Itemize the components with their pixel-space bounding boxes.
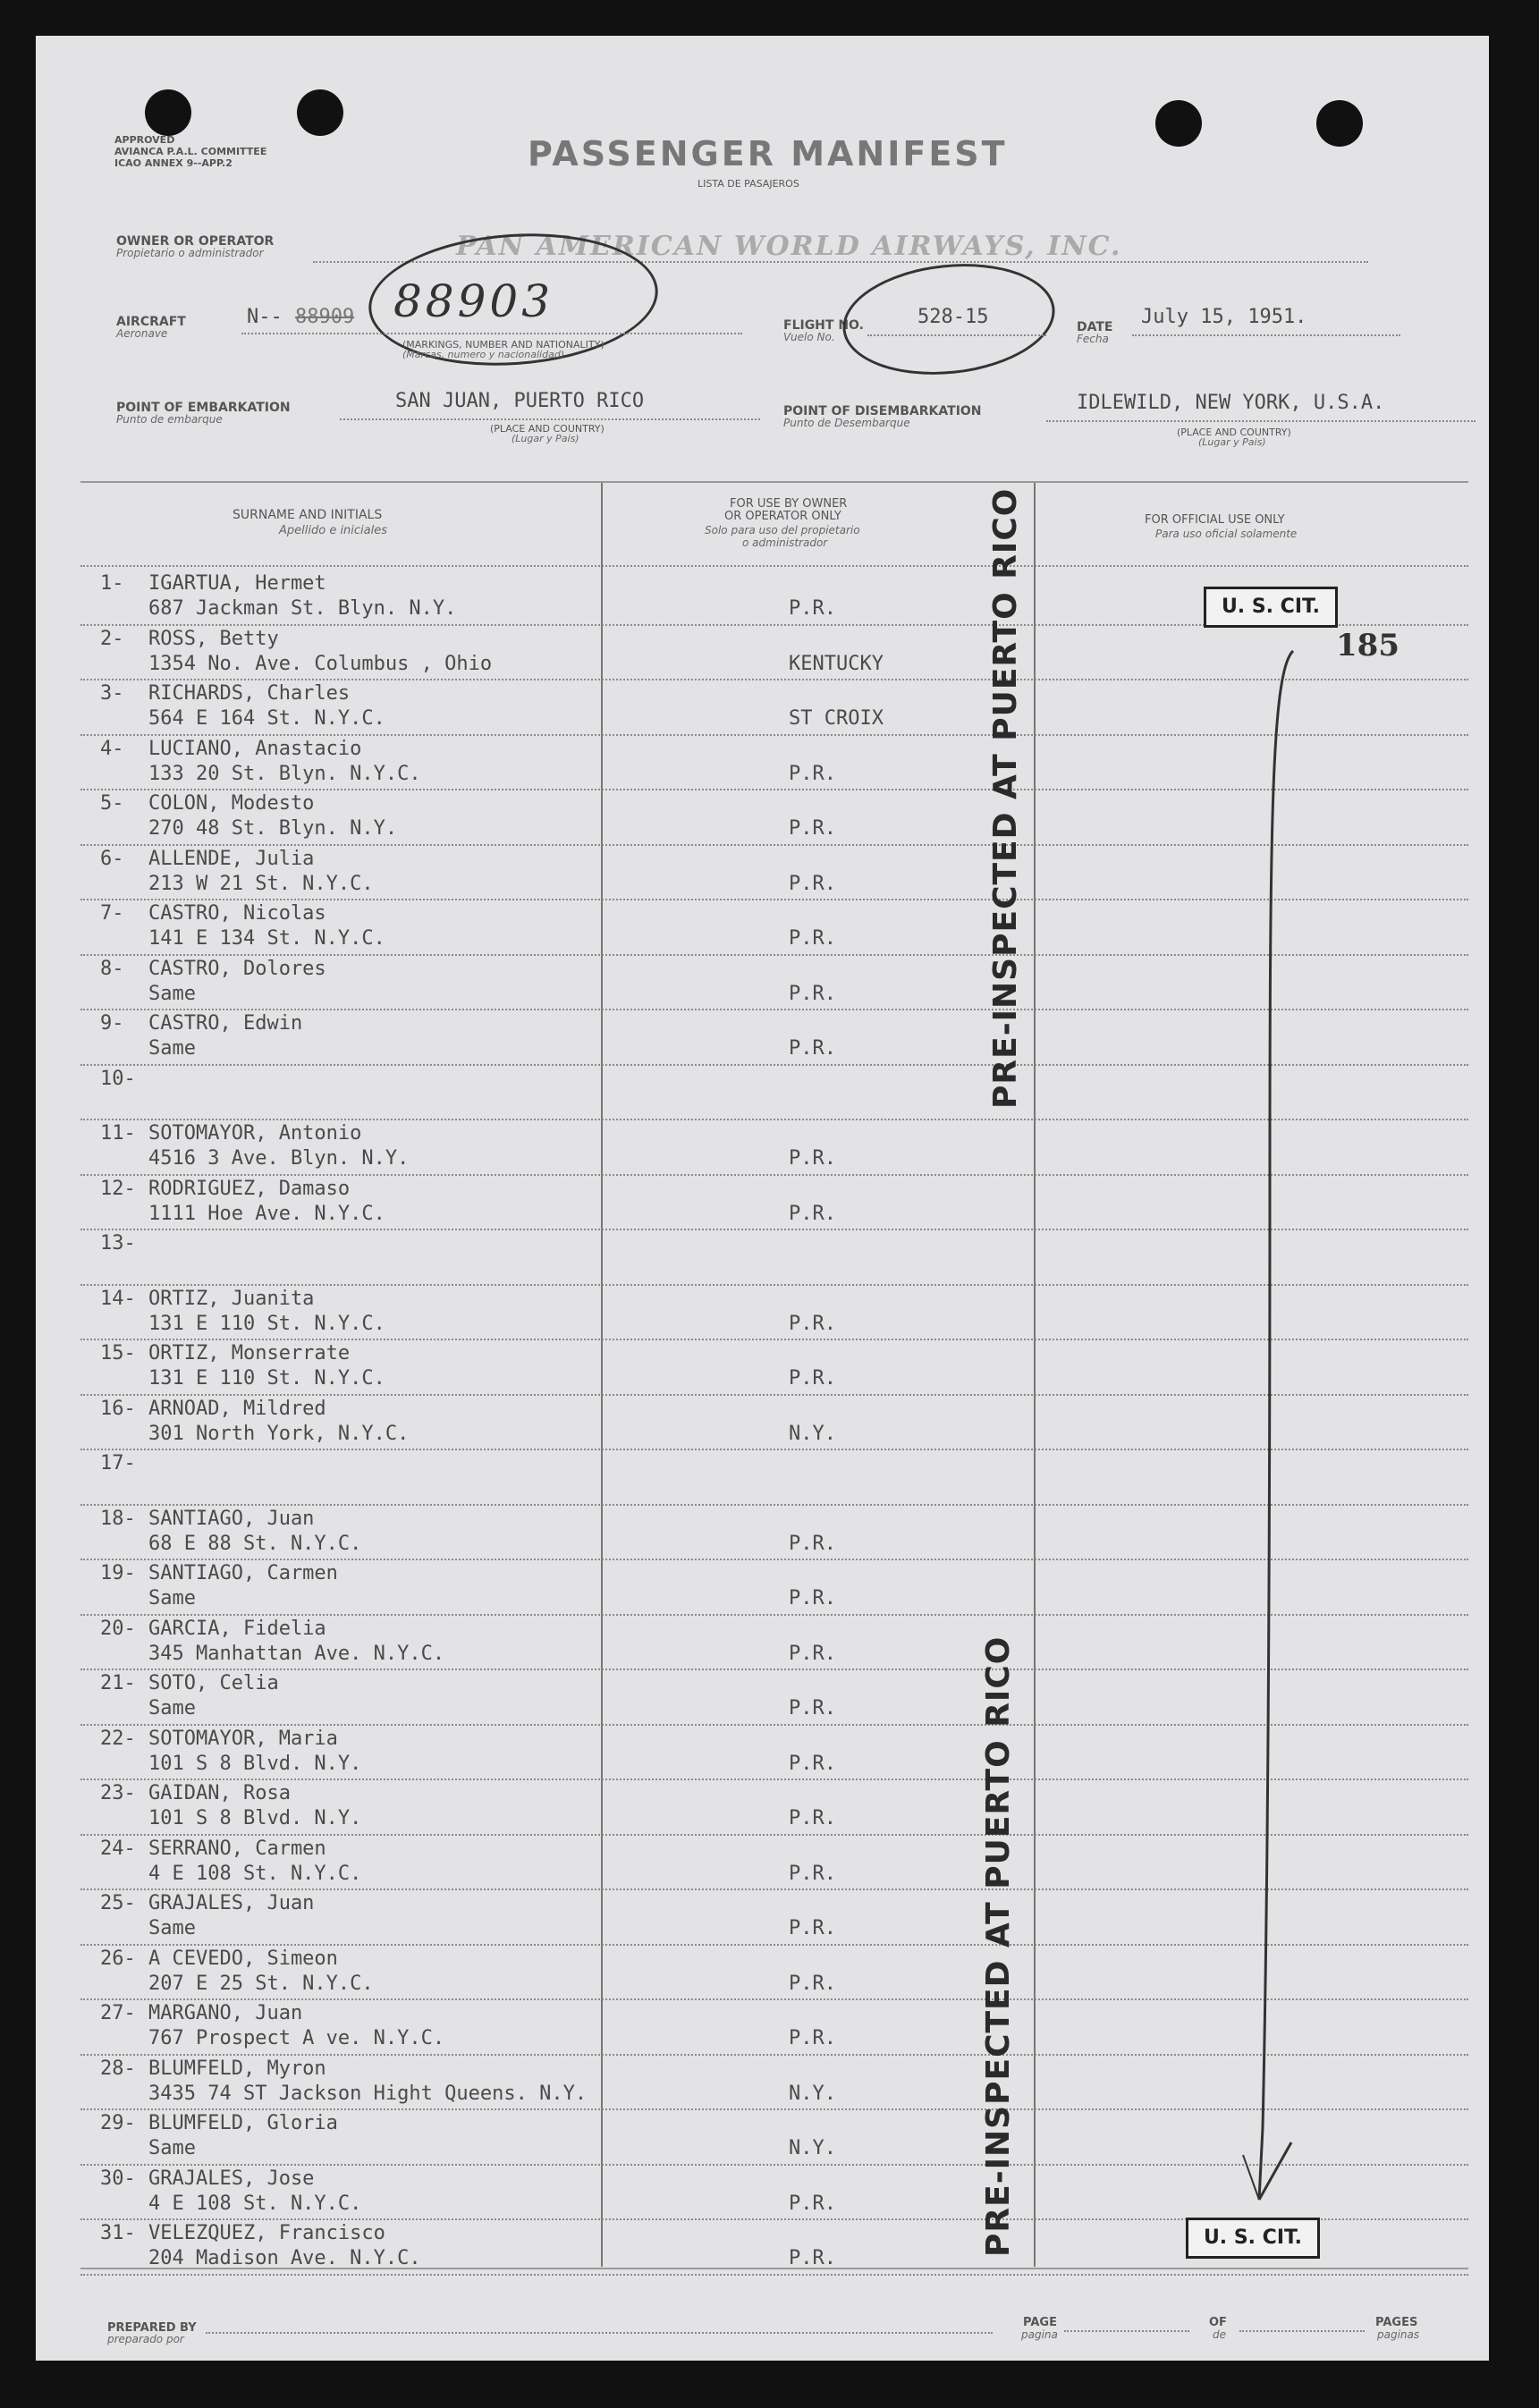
passenger-name: LUCIANO, Anastacio [148, 737, 362, 760]
aircraft-label-es: Aeronave [116, 327, 168, 340]
passenger-origin: N.Y. [789, 1422, 836, 1445]
approved-block [114, 134, 266, 169]
embark-value: SAN JUAN, PUERTO RICO [395, 390, 645, 412]
passenger-origin: P.R. [789, 1587, 836, 1610]
of-line [1239, 2330, 1365, 2332]
passenger-origin: N.Y. [789, 2137, 836, 2159]
page-label-es: pagina [1021, 2328, 1058, 2341]
aircraft-typed: 88909 [295, 306, 355, 328]
aircraft-sub: (MARKINGS, NUMBER AND NATIONALITY) [402, 339, 605, 351]
passenger-name: GARCIA, Fidelia [148, 1617, 326, 1640]
passenger-address: 564 E 164 St. N.Y.C. [148, 707, 385, 730]
passenger-origin: P.R. [789, 1752, 836, 1775]
passenger-name: RICHARDS, Charles [148, 682, 351, 705]
passenger-address: 4 E 108 St. N.Y.C. [148, 1862, 362, 1885]
disembark-label: POINT OF DISEMBARKATION [783, 404, 982, 418]
passenger-number: 26- [100, 1947, 136, 1970]
passenger-number: 20- [100, 1617, 136, 1640]
passenger-address: 204 Madison Ave. N.Y.C. [148, 2247, 421, 2269]
passenger-name: VELEZQUEZ, Francisco [148, 2222, 385, 2244]
punch-hole [1316, 100, 1363, 147]
passenger-origin: P.R. [789, 1642, 836, 1665]
aircraft-prefix: N-- [247, 306, 283, 328]
passenger-name: BLUMFELD, Gloria [148, 2112, 338, 2134]
us-cit-stamp: U. S. CIT. [1204, 587, 1338, 628]
passenger-number: 17- [100, 1452, 136, 1474]
passenger-address: 101 S 8 Blvd. N.Y. [148, 1752, 362, 1775]
passenger-number: 28- [100, 2057, 136, 2080]
embark-sub-es: (Lugar y Pais) [512, 433, 579, 444]
passenger-name: ORTIZ, Juanita [148, 1287, 315, 1310]
aircraft-underline [241, 333, 742, 334]
page-title-es: LISTA DE PASAJEROS [698, 178, 799, 190]
col-header-official: FOR OFFICIAL USE ONLY [1145, 513, 1285, 527]
approved-line: AVIANCA P.A.L. COMMITTEE [114, 146, 267, 157]
passenger-number: 2- [100, 627, 124, 650]
passenger-name: CASTRO, Nicolas [148, 902, 326, 925]
flight-oval [837, 254, 1060, 384]
disembark-value: IDLEWILD, NEW YORK, U.S.A. [1077, 392, 1385, 414]
ditto-line [1216, 644, 1323, 2253]
flight-value: 528-15 [917, 306, 989, 328]
of-label: OF [1209, 2316, 1227, 2329]
date-label-es: Fecha [1077, 333, 1109, 345]
passenger-address: 68 E 88 St. N.Y.C. [148, 1532, 362, 1555]
disembark-label-es: Punto de Desembarque [783, 417, 910, 429]
passenger-name: A CEVEDO, Simeon [148, 1947, 338, 1970]
pages-label: PAGES [1375, 2316, 1418, 2329]
passenger-name: GAIDAN, Rosa [148, 1782, 291, 1804]
date-value: July 15, 1951. [1141, 306, 1307, 328]
passenger-name: COLON, Modesto [148, 792, 315, 815]
passenger-number: 22- [100, 1727, 136, 1750]
passenger-address: 131 E 110 St. N.Y.C. [148, 1312, 385, 1335]
disembark-sub: (PLACE AND COUNTRY) [1177, 427, 1291, 438]
owner-label: OWNER OR OPERATOR [116, 234, 275, 249]
col-header-official-es: Para uso oficial solamente [1155, 528, 1298, 540]
passenger-number: 3- [100, 682, 124, 705]
col-header-owner-es2: o administrador [742, 537, 828, 549]
passenger-origin: P.R. [789, 1917, 836, 1939]
passenger-address: 345 Manhattan Ave. N.Y.C. [148, 1642, 445, 1665]
passenger-number: 27- [100, 2002, 136, 2024]
table-header-rule [80, 565, 1468, 567]
passenger-number: 21- [100, 1672, 136, 1694]
passenger-address: 1354 No. Ave. Columbus , Ohio [148, 652, 493, 675]
punch-hole [297, 89, 343, 136]
aircraft-handwritten: 88903 [393, 275, 554, 327]
date-underline [1132, 334, 1400, 336]
passenger-number: 11- [100, 1122, 136, 1145]
us-cit-stamp: U. S. CIT. [1186, 2218, 1320, 2259]
passenger-number: 31- [100, 2222, 136, 2244]
passenger-number: 4- [100, 737, 124, 760]
passenger-origin: P.R. [789, 817, 836, 840]
passenger-origin: P.R. [789, 1202, 836, 1225]
passenger-origin: ST CROIX [789, 707, 884, 730]
flight-label-es: Vuelo No. [783, 331, 835, 343]
passenger-name: SOTOMAYOR, Maria [148, 1727, 338, 1750]
passenger-number: 6- [100, 847, 124, 870]
disembark-underline [1046, 420, 1476, 422]
passenger-address: 270 48 St. Blyn. N.Y. [148, 817, 398, 840]
passenger-origin: P.R. [789, 927, 836, 950]
date-label: DATE [1077, 320, 1113, 334]
col-header-owner-1: FOR USE BY OWNER [730, 497, 848, 511]
passenger-name: GRAJALES, Jose [148, 2167, 315, 2190]
passenger-address: 687 Jackman St. Blyn. N.Y. [148, 597, 457, 620]
preinspected-stamp: PRE-INSPECTED AT PUERTO RICO [980, 1635, 1017, 2257]
passenger-number: 14- [100, 1287, 136, 1310]
passenger-number: 10- [100, 1067, 136, 1090]
flight-label: FLIGHT NO. [783, 318, 864, 333]
passenger-name: SANTIAGO, Juan [148, 1507, 315, 1530]
aircraft-sub-es: (Marcas, numero y nacionalidad) [402, 349, 565, 360]
approved-line: ICAO ANNEX 9--APP.2 [114, 157, 233, 169]
passenger-name: ROSS, Betty [148, 627, 279, 650]
embark-sub: (PLACE AND COUNTRY) [490, 423, 605, 435]
passenger-number: 9- [100, 1012, 124, 1035]
passenger-origin: P.R. [789, 1807, 836, 1829]
passenger-number: 12- [100, 1177, 136, 1200]
table-top-rule [80, 481, 1468, 483]
disembark-sub-es: (Lugar y Pais) [1198, 436, 1266, 448]
approved-line: APPROVED [114, 134, 175, 146]
passenger-name: GRAJALES, Juan [148, 1892, 315, 1914]
passenger-number: 25- [100, 1892, 136, 1914]
passenger-name: RODRIGUEZ, Damaso [148, 1177, 351, 1200]
passenger-origin: P.R. [789, 1367, 836, 1390]
passenger-address: 207 E 25 St. N.Y.C. [148, 1972, 374, 1995]
of-label-es: de [1213, 2328, 1226, 2341]
passenger-origin: P.R. [789, 2192, 836, 2215]
passenger-origin: P.R. [789, 1862, 836, 1885]
passenger-address: 213 W 21 St. N.Y.C. [148, 872, 374, 895]
aircraft-label: AIRCRAFT [116, 315, 186, 329]
passenger-name: BLUMFELD, Myron [148, 2057, 326, 2080]
passenger-name: SOTO, Celia [148, 1672, 279, 1694]
embark-label-es: Punto de embarque [116, 413, 223, 426]
passenger-address: 4 E 108 St. N.Y.C. [148, 2192, 362, 2215]
passenger-name: ALLENDE, Julia [148, 847, 315, 870]
passenger-name: ARNOAD, Mildred [148, 1397, 326, 1420]
passenger-address: Same [148, 1697, 196, 1719]
embark-label: POINT OF EMBARKATION [116, 401, 291, 415]
punch-hole [1155, 100, 1202, 147]
passenger-number: 30- [100, 2167, 136, 2190]
passenger-origin: P.R. [789, 1532, 836, 1555]
passenger-number: 15- [100, 1342, 136, 1365]
passenger-name: CASTRO, Edwin [148, 1012, 303, 1035]
passenger-number: 24- [100, 1837, 136, 1860]
passenger-origin: P.R. [789, 1312, 836, 1335]
prepared-by-line [206, 2332, 993, 2334]
passenger-origin: P.R. [789, 597, 836, 620]
passenger-number: 8- [100, 957, 124, 980]
passenger-name: IGARTUA, Hermet [148, 572, 326, 595]
passenger-number: 7- [100, 902, 124, 925]
embark-underline [340, 418, 760, 420]
passenger-address: Same [148, 1917, 196, 1939]
owner-label-es: Propietario o administrador [116, 247, 264, 259]
passenger-origin: N.Y. [789, 2082, 836, 2105]
col-header-surname-es: Apellido e iniciales [279, 524, 388, 537]
passenger-name: SOTOMAYOR, Antonio [148, 1122, 362, 1145]
pages-label-es: paginas [1377, 2328, 1420, 2341]
passenger-address: 767 Prospect A ve. N.Y.C. [148, 2027, 445, 2049]
passenger-address: Same [148, 1037, 196, 1060]
passenger-address: Same [148, 1587, 196, 1610]
row-rule [80, 2274, 1468, 2276]
passenger-number: 19- [100, 1562, 136, 1584]
passenger-name: SERRANO, Carmen [148, 1837, 326, 1860]
passenger-origin: P.R. [789, 2027, 836, 2049]
passenger-origin: P.R. [789, 762, 836, 785]
passenger-address: 1111 Hoe Ave. N.Y.C. [148, 1202, 385, 1225]
passenger-origin: P.R. [789, 1147, 836, 1170]
page-label: PAGE [1023, 2316, 1057, 2329]
passenger-number: 29- [100, 2112, 136, 2134]
passenger-origin: P.R. [789, 872, 836, 895]
owner-value: PAN AMERICAN WORLD AIRWAYS, INC. [456, 231, 1122, 262]
passenger-address: 4516 3 Ave. Blyn. N.Y. [148, 1147, 410, 1170]
passenger-address: 101 S 8 Blvd. N.Y. [148, 1807, 362, 1829]
passenger-address: 3435 74 ST Jackson Hight Queens. N.Y. [148, 2082, 588, 2105]
passenger-number: 1- [100, 572, 124, 595]
passenger-name: CASTRO, Dolores [148, 957, 326, 980]
passenger-address: 301 North York, N.Y.C. [148, 1422, 410, 1445]
passenger-number: 5- [100, 792, 124, 815]
passenger-origin: P.R. [789, 982, 836, 1005]
passenger-number: 18- [100, 1507, 136, 1530]
passenger-address: Same [148, 2137, 196, 2159]
passenger-origin: P.R. [789, 2247, 836, 2269]
passenger-number: 23- [100, 1782, 136, 1804]
punch-hole [145, 89, 191, 136]
manifest-sheet [36, 36, 1489, 2361]
passenger-address: 131 E 110 St. N.Y.C. [148, 1367, 385, 1390]
passenger-origin: P.R. [789, 1972, 836, 1995]
passenger-name: MARGANO, Juan [148, 2002, 303, 2024]
page-title: PASSENGER MANIFEST [528, 134, 1008, 173]
page-line [1064, 2330, 1189, 2332]
passenger-origin: P.R. [789, 1697, 836, 1719]
passenger-number: 13- [100, 1232, 136, 1255]
passenger-address: Same [148, 982, 196, 1005]
passenger-origin: P.R. [789, 1037, 836, 1060]
passenger-origin: KENTUCKY [789, 652, 884, 675]
stamp-count: 185 [1336, 628, 1399, 663]
passenger-number: 16- [100, 1397, 136, 1420]
col-header-owner-es1: Solo para uso del propietario [705, 524, 860, 537]
prepared-by-label: PREPARED BY [107, 2321, 197, 2335]
col-header-owner-2: OR OPERATOR ONLY [724, 510, 841, 523]
prepared-by-label-es: preparado por [107, 2333, 184, 2345]
passenger-name: SANTIAGO, Carmen [148, 1562, 338, 1584]
passenger-name: ORTIZ, Monserrate [148, 1342, 351, 1365]
preinspected-stamp: PRE-INSPECTED AT PUERTO RICO [987, 487, 1024, 1109]
passenger-address: 133 20 St. Blyn. N.Y.C. [148, 762, 421, 785]
col-header-surname: SURNAME AND INITIALS [233, 508, 383, 522]
passenger-address: 141 E 134 St. N.Y.C. [148, 927, 385, 950]
flight-underline [867, 334, 1046, 336]
